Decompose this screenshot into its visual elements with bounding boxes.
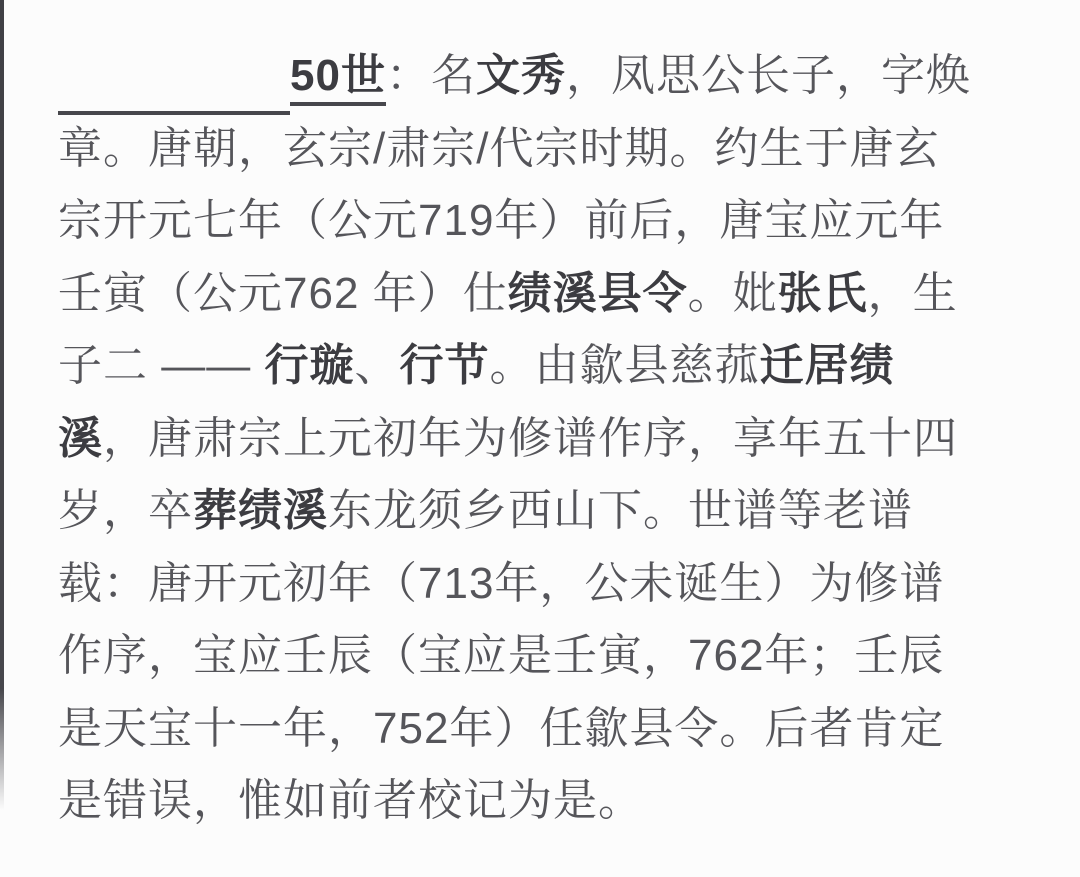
text-line-9 xyxy=(58,620,1026,693)
text-segment: 行璇 xyxy=(264,341,355,390)
text-segment: 绩溪县令 xyxy=(507,268,688,318)
text-line-6 xyxy=(58,403,1026,476)
text-segment: ，唐肃宗上元初年为修谱作序，享年五十四 xyxy=(103,413,958,463)
text-segment: 迁居绩 xyxy=(759,341,895,390)
text-segment: 、 xyxy=(354,341,400,390)
text-segment: 章。唐朝，玄宗/肃宗/代宗时期。约生于唐玄 xyxy=(58,123,940,173)
genealogy-text-block xyxy=(58,40,1026,838)
text-segment: 张氏 xyxy=(777,268,868,318)
page-edge-line xyxy=(0,0,4,810)
text-line-10 xyxy=(58,693,1026,766)
text-line-11 xyxy=(58,765,1026,838)
text-segment: ，生 xyxy=(867,268,958,318)
text-line-7 xyxy=(58,475,1026,548)
text-segment: 50世 xyxy=(290,51,386,106)
text-segment: 东龙须乡西山下。世谱等老谱 xyxy=(328,486,913,535)
text-line-5 xyxy=(58,330,1026,403)
text-segment: 。由歙县慈菰 xyxy=(489,341,760,390)
text-line-8 xyxy=(58,548,1026,621)
text-line-3 xyxy=(58,185,1026,258)
text-line-1 xyxy=(58,40,1026,113)
text-segment: 载：唐开元初年（713年，公未诞生）为修谱 xyxy=(58,558,945,608)
text-segment: 文秀 xyxy=(475,51,566,100)
text-segment: ，凤思公长子，字焕 xyxy=(565,51,971,100)
text-segment: 行节 xyxy=(399,341,490,390)
text-segment: ：名 xyxy=(385,51,476,100)
text-segment: 是错误，惟如前者校记为是。 xyxy=(58,776,643,825)
text-segment: 溪 xyxy=(58,413,103,463)
blank-underline xyxy=(58,65,290,115)
text-segment: 是天宝十一年，752年）任歙县令。后者肯定 xyxy=(58,703,945,753)
text-line-4 xyxy=(58,258,1026,331)
text-segment: 。妣 xyxy=(687,268,778,318)
text-segment: 宗开元七年（公元719年）前后，唐宝应元年 xyxy=(58,196,945,245)
text-segment: 作序，宝应壬辰（宝应是壬寅，762年；壬辰 xyxy=(58,631,945,680)
text-segment: 岁，卒 xyxy=(58,486,193,535)
text-segment: 子二 —— xyxy=(58,341,265,390)
text-segment: 葬绩溪 xyxy=(193,486,328,535)
text-line-2 xyxy=(58,113,1026,186)
text-segment: 壬寅（公元762 年）仕 xyxy=(58,268,508,318)
